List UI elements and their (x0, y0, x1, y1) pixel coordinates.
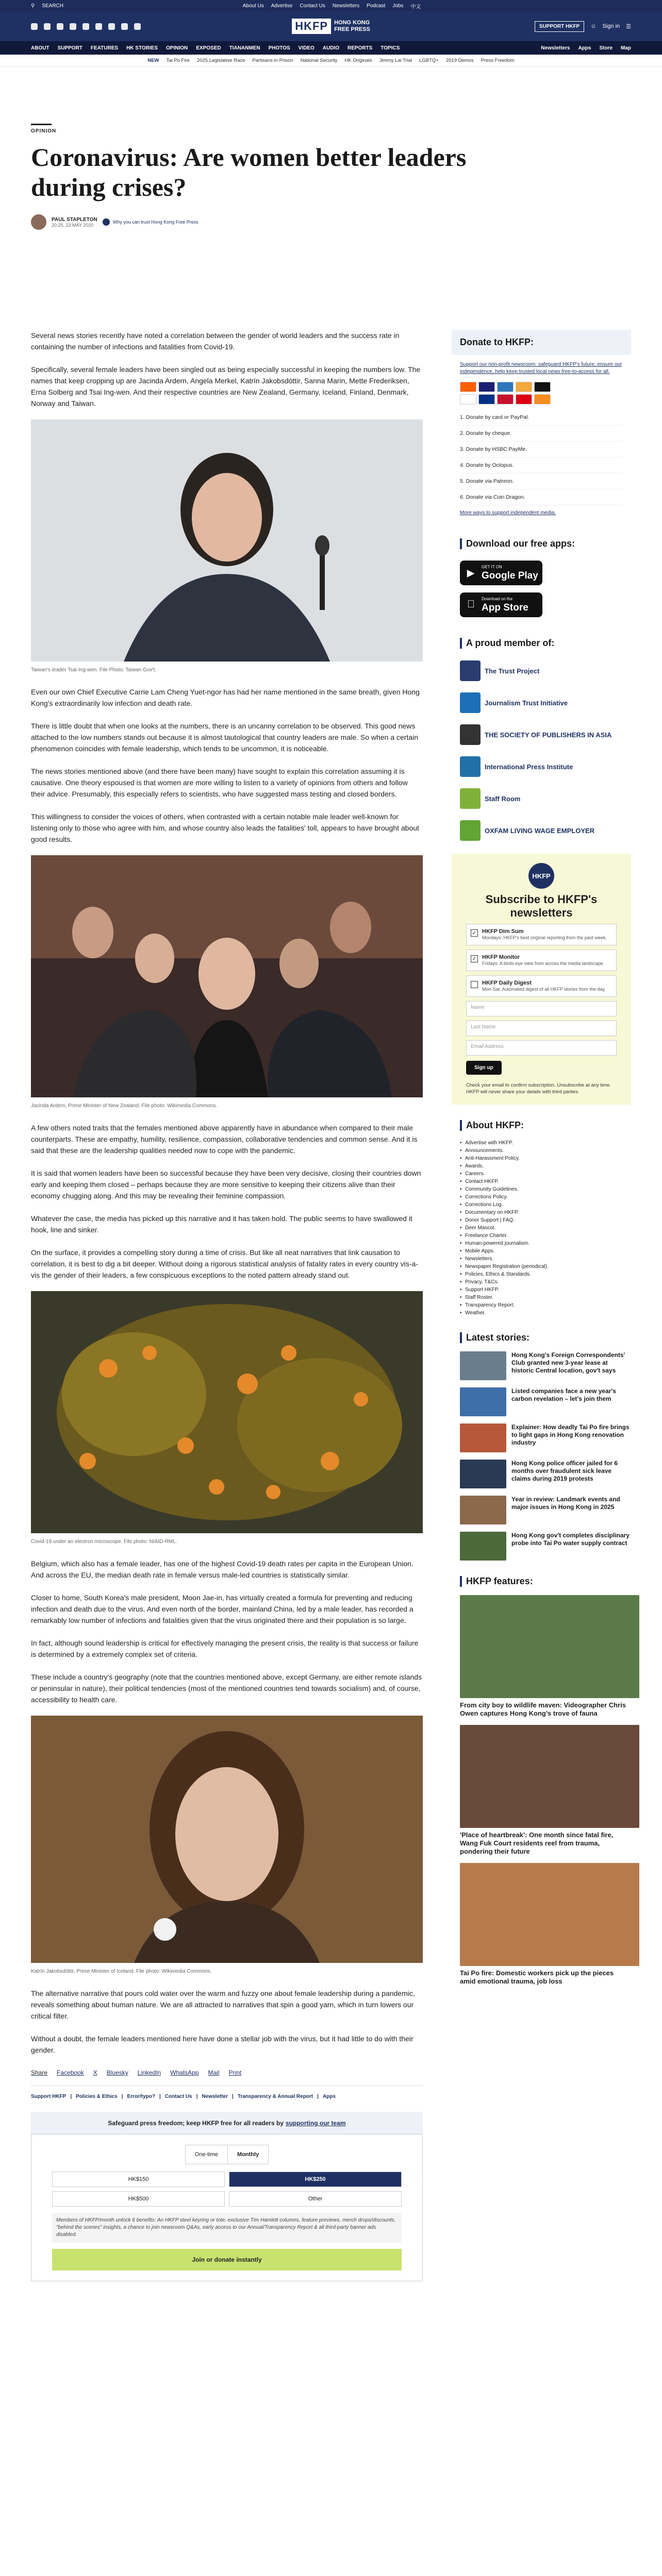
newsletter-description: Mondays: HKFP's best original reporting from the past week. (482, 935, 607, 940)
about-link[interactable]: • Careers. (460, 1170, 631, 1178)
email-field[interactable]: Email Address (466, 1040, 617, 1056)
about-link[interactable]: • Documentary on HKFP. (460, 1209, 631, 1216)
main-nav (0, 41, 662, 55)
about-title: About HKFP: (460, 1120, 631, 1131)
feature-image[interactable] (460, 1725, 639, 1828)
mastercard-icon (460, 382, 476, 392)
newsletter-widget (452, 854, 631, 1105)
google-play-icon: ▶ (467, 568, 474, 578)
paragraph: Without a doubt, the female leaders mentioned here have done a stellar job with the virus, but it had little to do with their gender. (31, 2035, 413, 2054)
newsletter-fineprint: Check your email to confirm subscription. Unsubscribe at any time. HKFP will never share your details with third parties. (466, 1082, 611, 1095)
article-footer-link[interactable]: Policies & Ethics (76, 2094, 118, 2099)
feature-story[interactable] (460, 1725, 631, 1856)
story-thumbnail[interactable] (460, 1423, 506, 1452)
about-link[interactable]: • Human-powered journalism. (460, 1240, 631, 1247)
instagram-icon[interactable] (57, 23, 63, 30)
hot-topic-link[interactable]: HK Originals (344, 58, 372, 63)
applepay-icon (534, 382, 551, 392)
donate-methods (460, 410, 623, 505)
latest-stories (460, 1351, 631, 1561)
paragraph: Several news stories recently have noted a correlation between the gender of world leaders and the success rate in containing the number of infections and fatalities from Covid-19. (31, 331, 400, 351)
telegram-icon[interactable] (95, 23, 102, 30)
utility-link[interactable]: Advertise (271, 3, 293, 9)
menu-icon[interactable]: ☰ (626, 23, 631, 30)
sidebar (452, 330, 631, 1993)
donate-intro[interactable]: Support our non-profit newsroom: safeguard HKFP's future, ensure our independence, help keep trusted local news free-to-access for all. (460, 362, 622, 375)
nav-item-secondary[interactable]: Store (599, 45, 613, 51)
amount-option[interactable]: HK$500 (52, 2191, 225, 2207)
visa-icon (478, 382, 495, 392)
about-link[interactable]: • Contact HKFP. (460, 1178, 631, 1185)
member-logos (460, 658, 631, 843)
about-widget (452, 1120, 631, 1317)
nav-item[interactable]: AUDIO (322, 45, 339, 51)
feature-title[interactable]: From city boy to wildlife maven: Videographer Chris Owen captures Hong Kong's trove of fauna (460, 1701, 626, 1717)
member-logo-icon (460, 692, 481, 713)
newsletter-logo: HKFP (528, 863, 554, 889)
article-header (31, 124, 629, 230)
masthead (0, 11, 662, 41)
photo-caption: Covid-19 under an electron microscope. File photo: NIAID-RML. (31, 1539, 177, 1545)
feature-story[interactable] (460, 1863, 631, 1986)
member-logo[interactable] (460, 722, 631, 748)
about-link[interactable]: • Weather. (460, 1309, 631, 1317)
donate-banner (31, 2112, 423, 2134)
search-icon[interactable]: ⚲ (31, 3, 35, 9)
payment-icons (460, 382, 563, 404)
about-link[interactable]: • Policies, Ethics & Standards. (460, 1270, 631, 1278)
member-name: Staff Room (485, 794, 521, 803)
latest-title: Latest stories: (460, 1332, 631, 1343)
latest-story[interactable] (460, 1496, 631, 1524)
feature-image[interactable] (460, 1595, 639, 1698)
member-logo[interactable] (460, 658, 631, 684)
about-link[interactable]: • Staff Roster. (460, 1294, 631, 1301)
payme-icon (516, 394, 532, 404)
about-link[interactable]: • Community Guidelines. (460, 1185, 631, 1193)
member-logo[interactable] (460, 786, 631, 811)
feature-stories (460, 1595, 631, 1986)
story-title[interactable]: Explainer: How deadly Tai Po fire brings to light gaps in Hong Kong renovation industry (511, 1423, 630, 1446)
nav-item[interactable]: PHOTOS (268, 45, 290, 51)
googlepay-icon (460, 394, 476, 404)
member-name: THE SOCIETY OF PUBLISHERS IN ASIA (485, 731, 612, 739)
about-link[interactable]: • Privacy, T&Cs. (460, 1278, 631, 1286)
hot-topic-link[interactable]: Partisans in Prison (252, 58, 293, 63)
newsletter-name: HKFP Daily Digest (482, 980, 532, 986)
newsletter-name: HKFP Monitor (482, 954, 520, 960)
octopus-icon (534, 394, 551, 404)
paragraph: Even our own Chief Executive Carrie Lam Cheng Yuet-ngor has had her name mentioned in the same breath, given Hong Kong's extraordinarily low infection and death rate. (31, 688, 420, 707)
latest-story[interactable] (460, 1460, 631, 1488)
article-footer-link[interactable]: Apps (322, 2094, 336, 2099)
more-ways-link[interactable]: More ways to support independent media. (460, 510, 556, 516)
paragraph: In fact, although sound leadership is critical for effectively managing the present crisis, the reality is that success or failure is determined by a extremely complex set of criteria. (31, 1639, 419, 1658)
ardern-photo (31, 855, 423, 1097)
share-facebook-link[interactable]: Facebook (57, 2069, 84, 2076)
latest-story[interactable] (460, 1532, 631, 1561)
discover-icon (516, 382, 532, 392)
apps-widget (452, 538, 631, 617)
newsletter-checkbox[interactable] (471, 981, 478, 988)
utility-link[interactable]: Newsletters (332, 3, 360, 9)
paragraph: Specifically, several female leaders have been singled out as being especially successful in keeping the numbers low. The names that keep cropping up are Jacinda Ardern, Angela Merkel, Katrín Jakobsdóttir, Sanna Marin, Mette Frederiksen, Erna Solberg and Tsai Ing-wen. And their respective countries are New Zealand, Germany, Iceland, Finland, Denmark, Norway and Taiwan. (31, 365, 421, 408)
donate-form (31, 2134, 423, 2281)
facebook-icon[interactable] (44, 23, 51, 30)
youtube-icon[interactable] (70, 23, 76, 30)
member-logo[interactable] (460, 818, 631, 843)
newsletter-option[interactable] (466, 950, 617, 971)
share-links (31, 2067, 423, 2078)
donate-method-link[interactable]: 6. Donate via Coin Dragon. (460, 489, 623, 505)
share-whatsapp-link[interactable]: WhatsApp (170, 2069, 199, 2076)
photo-tsai (31, 419, 423, 676)
social-icons (31, 23, 206, 30)
newsletter-description: Mon-Sat: Automated digest of all HKFP stories from the day. (482, 987, 606, 992)
nav-item-secondary[interactable]: Map (621, 45, 631, 51)
separator: | (317, 2094, 319, 2099)
author-avatar (31, 214, 46, 230)
amount-option[interactable]: Other (229, 2191, 402, 2207)
about-link[interactable]: • Announcements. (460, 1147, 631, 1155)
newsletter-name: HKFP Dim Sum (482, 928, 524, 935)
latest-story[interactable] (460, 1351, 631, 1380)
donate-method-link[interactable]: 1. Donate by card or PayPal. (460, 410, 623, 426)
newsletter-title: Subscribe to HKFP's newsletters (485, 893, 598, 919)
about-links (460, 1139, 631, 1317)
share-bluesky-link[interactable]: Bluesky (106, 2069, 128, 2076)
photo-caption: Jacinda Ardern, Prime Minister of New Zealand. File photo: Wikimedia Commons. (31, 1103, 218, 1109)
hot-topic-link[interactable]: 2019 Demos (445, 58, 474, 63)
newsletter-checkbox[interactable]: ✓ (471, 955, 478, 962)
threads-icon[interactable] (121, 23, 128, 30)
nav-item[interactable]: TOPICS (380, 45, 400, 51)
donate-banner-link[interactable]: supporting our team (285, 2120, 346, 2127)
newsletter-signup-button[interactable]: Sign up (466, 1061, 502, 1075)
why-trust-link[interactable]: Why you can trust Hong Kong Free Press (112, 219, 198, 225)
about-link[interactable]: • Newsletters. (460, 1255, 631, 1263)
name-field[interactable]: Name (466, 1001, 617, 1016)
donate-method-link[interactable]: 2. Donate by cheque. (460, 426, 623, 442)
virus-photo (31, 1291, 423, 1533)
donate-content (452, 355, 631, 523)
amount-option[interactable]: HK$150 (52, 2172, 225, 2187)
separator: | (159, 2094, 161, 2099)
paragraph: On the surface, it provides a compelling story during a time of crisis. But like all neat narratives that link causation to correlation, it is best to dig a bit deeper. Without doing a rigorous statistical analysis of fatality rates in every country vis-a-vis the gender of their leaders, a few conspicuous exceptions to the noted pattern already stand out. (31, 1248, 418, 1279)
hot-topic-link[interactable]: Tai Po Fire (166, 58, 190, 63)
paragraph: There is little doubt that when one looks at the numbers, there is an uncanny correlation to be observed. This good news attached to the low numbers stands out because it is almost tautological that country leaders are male. So when a certain phenomenon coincides with female leadership, which tends to be uncommon, it is noticeable. (31, 722, 418, 753)
paragraph: The alternative narrative that pours cold water over the warm and fuzzy one about female leadership during a pandemic, reveals something about human nature. We are all attracted to narratives that spin a good yarn, which in turn lowers our critical filter. (31, 1989, 415, 2020)
article-title: Coronavirus: Are women better leaders during crises? (31, 143, 467, 201)
paragraph: Closer to home, South Korea's male president, Moon Jae-in, has virtually created a formula for preventing and reducing infection and death due to the virus. And even north of the border, mainland China, led by a male leader, has recorded a remarkably low number of infections and fatalities given that the virus originated there and their population is so large. (31, 1594, 413, 1624)
about-link[interactable]: • Deer Mascot. (460, 1224, 631, 1232)
story-thumbnail[interactable] (460, 1387, 506, 1416)
share-label: Share (31, 2069, 48, 2076)
category-rule (31, 124, 52, 125)
hot-topic-link[interactable]: Jimmy Lai Trial (379, 58, 412, 63)
donate-method-link[interactable]: 4. Donate by Octopus. (460, 457, 623, 473)
user-icon[interactable]: ☺ (590, 23, 597, 29)
nav-item[interactable]: EXPOSED (196, 45, 221, 51)
story-thumbnail[interactable] (460, 1460, 506, 1488)
toggle-one-time[interactable]: One-time (194, 2151, 219, 2158)
hot-topic-link[interactable]: National Security (300, 58, 338, 63)
apps-title: Download our free apps: (460, 538, 631, 549)
photo-caption: Taiwan's leader Tsai Ing-wen. File Photo: Taiwan Gov't. (31, 667, 157, 673)
tsai-photo (31, 419, 423, 662)
donate-method-link[interactable]: 3. Donate by HSBC PayMe. (460, 442, 623, 457)
latest-widget (452, 1332, 631, 1561)
hot-topic-link[interactable]: LGBTQ+ (419, 58, 439, 63)
nav-item[interactable]: HK STORIES (126, 45, 158, 51)
support-hkfp-button[interactable]: SUPPORT HKFP (535, 21, 584, 32)
member-name: International Press Institute (485, 762, 573, 771)
author-name[interactable]: PAUL STAPLETON (52, 216, 97, 223)
nav-item[interactable]: REPORTS (347, 45, 373, 51)
trust-badge-icon (103, 218, 110, 226)
google-play-badge[interactable]: ▶ GET IT ON Google Play (460, 561, 542, 585)
article-footer-link[interactable]: Transparency & Annual Report (237, 2094, 313, 2099)
hot-topic-link[interactable]: 2025 Legislative Race (196, 58, 245, 63)
article-footer-link[interactable]: Error/typo? (127, 2094, 155, 2099)
utility-links (243, 2, 421, 10)
sign-in-link[interactable]: Sign in (602, 23, 620, 29)
share-linkedin-link[interactable]: LinkedIn (137, 2069, 161, 2076)
toggle-monthly[interactable]: Monthly (227, 2145, 268, 2164)
about-link[interactable]: • Corrections Log. (460, 1201, 631, 1209)
nav-item[interactable]: FEATURES (90, 45, 119, 51)
about-link[interactable]: • Transparency Report. (460, 1301, 631, 1309)
member-logo-icon (460, 756, 481, 777)
about-link[interactable]: • Corrections Policy. (460, 1193, 631, 1201)
story-title[interactable]: Listed companies face a new year's carbon revelation – let's join them (511, 1387, 616, 1402)
frequency-toggle (185, 2145, 269, 2164)
feature-image[interactable] (460, 1863, 639, 1966)
share-print-link[interactable]: Print (228, 2069, 242, 2076)
utility-link[interactable]: Podcast (367, 3, 386, 9)
separator: | (70, 2094, 72, 2099)
twitter-icon[interactable] (31, 23, 38, 30)
features-widget (452, 1576, 631, 1986)
separator: | (232, 2094, 234, 2099)
hot-topics-bar (0, 55, 662, 67)
about-link[interactable]: • Mobile Apps. (460, 1247, 631, 1255)
feature-title[interactable]: Tai Po fire: Domestic workers pick up the pieces amid emotional trauma, job loss (460, 1969, 614, 1985)
about-link[interactable]: • Newspaper Registration (periodical). (460, 1263, 631, 1270)
member-logo[interactable] (460, 690, 631, 716)
members-title: A proud member of: (460, 638, 631, 649)
donate-method-link[interactable]: 5. Donate via Patreon. (460, 473, 623, 489)
newsletter-options (466, 924, 617, 997)
paragraph: These include a country's geography (note that the countries mentioned above, except Germany, are either remote islands or peninsular in nature), their political tendencies (most of the mentioned countries tend towards socialism) and, of course, accessibility to health care. (31, 1673, 422, 1704)
latest-story[interactable] (460, 1387, 631, 1416)
member-name: Journalism Trust Initiative (485, 699, 568, 707)
last-name-field[interactable]: Last Name (466, 1021, 617, 1036)
newsletter-option[interactable] (466, 975, 617, 997)
hot-topic-link[interactable]: Press Freedom (481, 58, 515, 63)
photo-jakobsdottir (31, 1716, 423, 1977)
paragraph: A few others noted traits that the females mentioned above apparently have in abundance when compared to their male counterparts. These are empathy, humility, resilience, compassion, collaborative tendencies and common sense. And it is said that these are the leadership qualities needed now to cope with the pandemic. (31, 1124, 418, 1155)
photo-ardern (31, 855, 423, 1112)
newsletter-checkbox[interactable]: ✓ (471, 929, 478, 937)
share-x-link[interactable]: X (93, 2069, 97, 2076)
feature-story[interactable] (460, 1595, 631, 1718)
paragraph: Belgium, which also has a female leader, has one of the highest Covid-19 death rates per capita in the European Union. And across the EU, the median death rate in female versus male-led countries is statistically similar. (31, 1560, 413, 1579)
paragraph: Whatever the case, the media has picked up this narrative and it has taken hold. The public seems to have swallowed it hook, line and sinker. (31, 1214, 412, 1234)
feature-title[interactable]: 'Place of heartbreak': One month since fatal fire, Wang Fuk Court residents reel from trauma, pondering their future (460, 1831, 614, 1855)
separator: | (121, 2094, 123, 2099)
article-footer-link[interactable]: Support HKFP (31, 2094, 67, 2099)
amount-options (52, 2172, 402, 2207)
nav-item[interactable]: SUPPORT (57, 45, 82, 51)
member-logo-icon (460, 724, 481, 745)
nav-item[interactable]: TIANANMEN (229, 45, 260, 51)
features-title: HKFP features: (460, 1576, 631, 1587)
paypal-icon (478, 394, 495, 404)
logo-mark: HKFP (292, 19, 331, 34)
about-link[interactable]: • Advertise with HKFP. (460, 1139, 631, 1147)
join-donate-button[interactable]: Join or donate instantly (52, 2249, 402, 2270)
utility-link[interactable]: About Us (242, 3, 264, 9)
about-link[interactable]: • Awards. (460, 1162, 631, 1170)
rss-icon[interactable] (134, 23, 141, 30)
story-title[interactable]: Year in review: Landmark events and major issues in Hong Kong in 2025 (511, 1496, 620, 1511)
story-thumbnail[interactable] (460, 1532, 506, 1561)
member-logo-icon (460, 660, 481, 681)
member-name: OXFAM LIVING WAGE EMPLOYER (485, 826, 595, 835)
member-name: The Trust Project (485, 667, 540, 675)
nav-item-secondary[interactable]: Newsletters (541, 45, 570, 51)
story-thumbnail[interactable] (460, 1351, 506, 1380)
utility-link[interactable]: Jobs (392, 3, 404, 9)
story-title[interactable]: Hong Kong's Foreign Correspondents' Club granted new 3-year lease at historic Central location, gov't says (511, 1351, 625, 1374)
members-widget (452, 638, 631, 843)
article-category[interactable]: OPINION (31, 128, 57, 134)
logo-wordmark: HONG KONG FREE PRESS (334, 20, 370, 32)
member-logo-icon (460, 788, 481, 809)
utility-link[interactable]: Contact Us (300, 3, 325, 9)
byline (31, 214, 629, 230)
utility-link[interactable]: 中文 (410, 4, 421, 10)
about-link[interactable]: • Freelance Charter. (460, 1232, 631, 1240)
member-logo[interactable] (460, 754, 631, 779)
story-thumbnail[interactable] (460, 1496, 506, 1524)
newsletter-option[interactable] (466, 924, 617, 945)
unionpay-icon (497, 394, 514, 404)
publish-date: 20:25, 23 MAY 2020 (52, 222, 94, 228)
separator: | (196, 2094, 198, 2099)
story-title[interactable]: Hong Kong police officer jailed for 6 months over fraudulent sick leave claims during 2019 protests (511, 1460, 618, 1482)
article-footer-link[interactable]: Contact Us (164, 2094, 192, 2099)
donate-banner-text: Safeguard press freedom; keep HKFP free for all readers by (108, 2120, 284, 2127)
nav-item[interactable]: OPINION (166, 45, 188, 51)
member-logo-icon (460, 820, 481, 841)
about-link[interactable]: • Support HKFP. (460, 1286, 631, 1294)
amex-icon (497, 382, 514, 392)
article-footer-link[interactable]: Newsletter (202, 2094, 228, 2099)
search-link[interactable]: SEARCH (42, 3, 64, 9)
photo-caption: Katrín Jakobsdóttir, Prime Minister of Iceland. File photo: Wikimedia Commons. (31, 1969, 212, 1974)
site-logo[interactable] (292, 19, 370, 34)
story-title[interactable]: Hong Kong gov't completes disciplinary probe into Tai Po water supply contract (511, 1532, 630, 1547)
nav-item-secondary[interactable]: Apps (578, 45, 591, 51)
photo-virus (31, 1291, 423, 1548)
nav-item[interactable]: ABOUT (31, 45, 49, 51)
jakobsdottir-photo (31, 1716, 423, 1963)
about-link[interactable]: • Anti-Harassment Policy. (460, 1155, 631, 1162)
article-footer-links (31, 2086, 423, 2103)
app-store-badge[interactable]: Download on the App Store (460, 592, 542, 617)
linkedin-icon[interactable] (82, 23, 89, 30)
nav-item[interactable]: VIDEO (298, 45, 315, 51)
membership-benefits: Members of HKFP/month unlock 6 benefits: An HKFP steel keyring or tote, exclusive Tim Hamlett columns, feature previews, merch drops/discounts, "behind the scenes" insights, a chance to join newsroom Q&As, early access to our Annual/Transparency Report & all third-party banner ads disabled. (52, 2213, 402, 2243)
bluesky-icon[interactable] (108, 23, 115, 30)
about-link[interactable]: • Donor Support | FAQ. (460, 1216, 631, 1224)
share-mail-link[interactable]: Mail (208, 2069, 220, 2076)
newsletter-description: Fridays: A birds-eye view from across the media landscape. (482, 961, 605, 966)
new-label: NEW (147, 58, 159, 63)
donate-widget (452, 330, 631, 355)
amount-option-selected[interactable]: HK$250 (229, 2172, 402, 2187)
utility-bar (0, 0, 662, 11)
apple-icon (467, 599, 475, 611)
paragraph: The news stories mentioned above (and there have been many) have sought to explain this correlation assuming it is causative. One theory espoused is that women are more willing to listen to a variety of opinions from others and follow their advice. Presumably, this especially refers to scientists, who have suggested mass testing and closed borders. (31, 767, 408, 798)
latest-story[interactable] (460, 1423, 631, 1452)
paragraph: It is said that women leaders have been so successful because they have been very decisive, closing their countries down early and keeping them closed – perhaps because they are more sensitive to keeping their citizens alive than their economy chugging along. And this may be revealing their feminine compassion. (31, 1169, 421, 1200)
donate-title: Donate to HKFP: (460, 337, 534, 347)
article-body (31, 330, 423, 2281)
paragraph: This willingness to consider the voices of others, when contrasted with a certain notable male leader well-known for listening only to those who agree with him, and whose country also leads the fatalities' toll, appears to have brought about good results. (31, 812, 419, 843)
